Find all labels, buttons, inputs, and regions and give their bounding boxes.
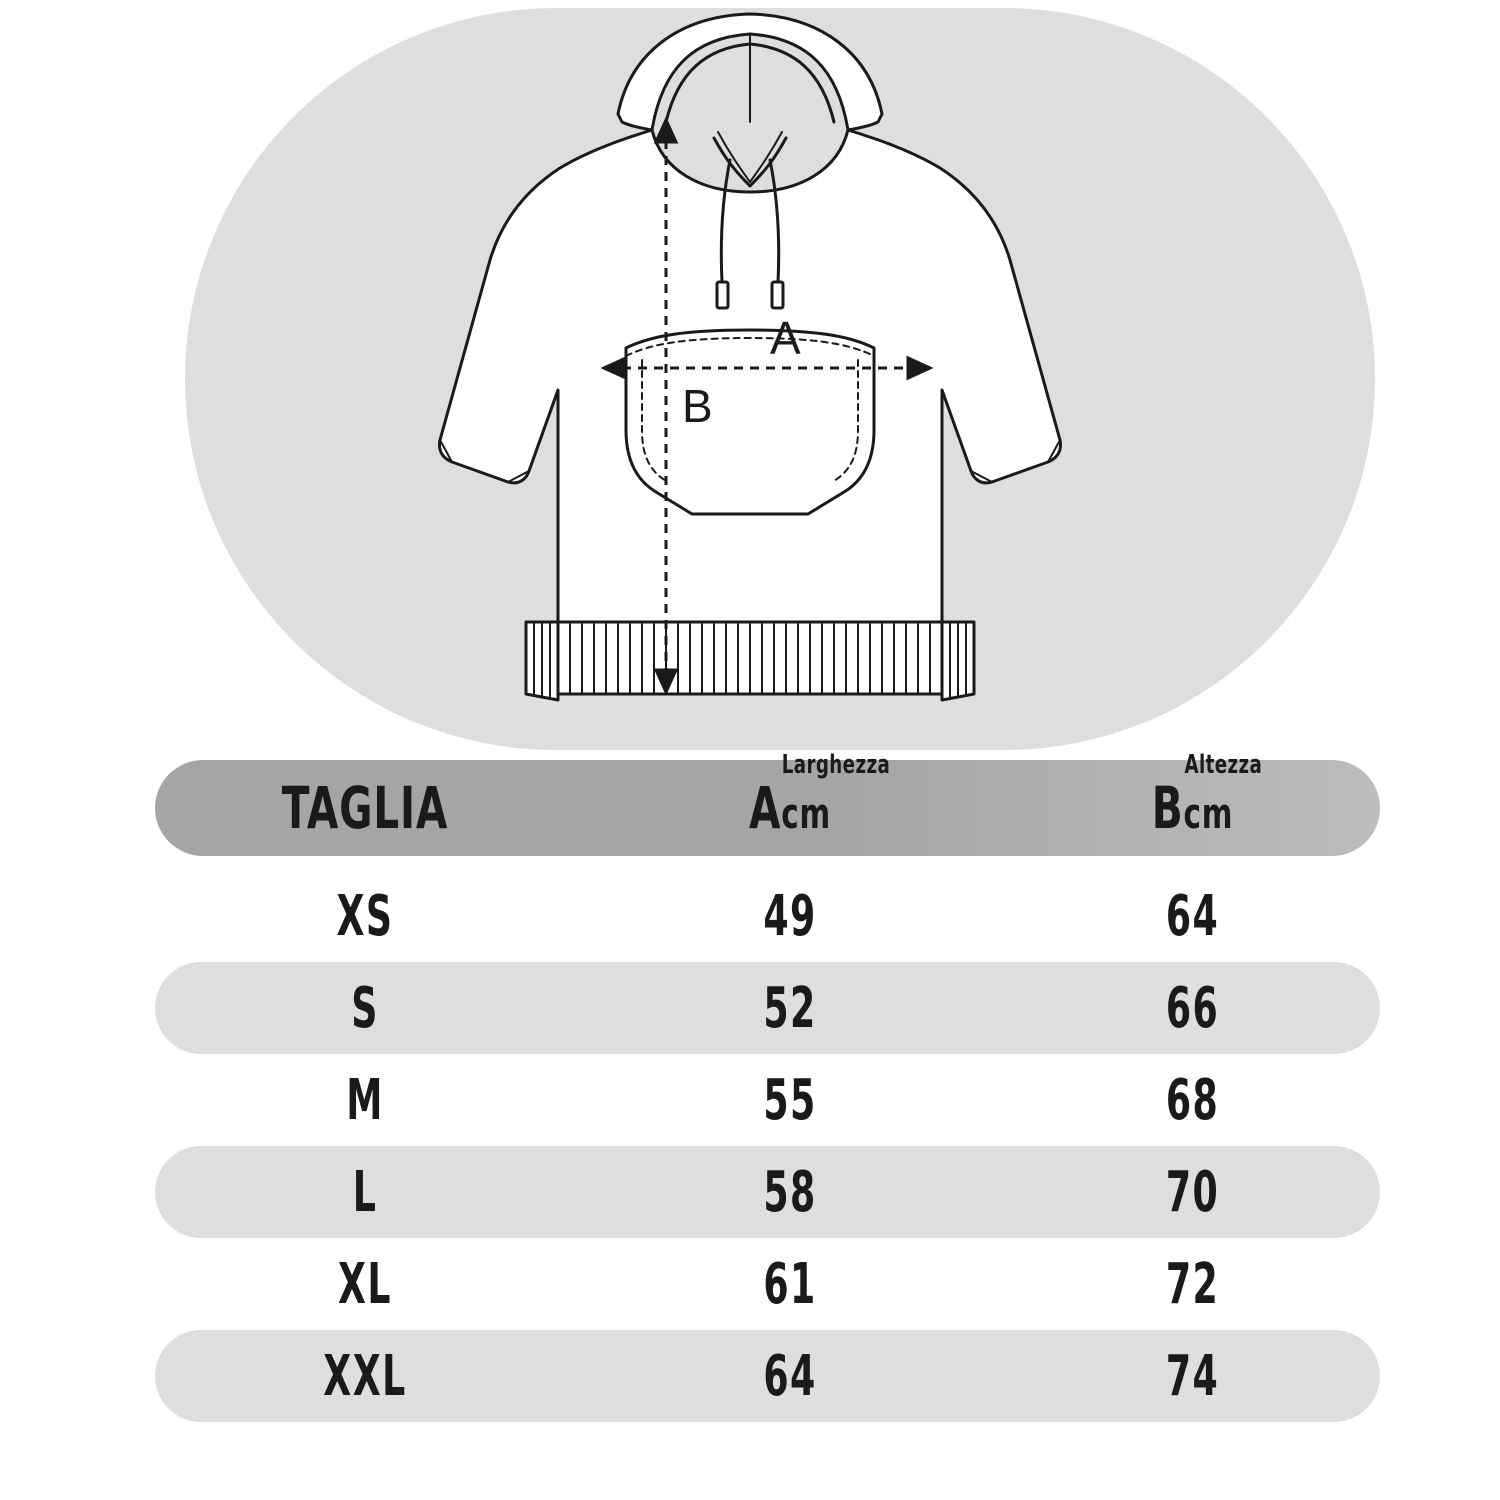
row-height: 64: [1165, 883, 1220, 949]
row-width: 52: [763, 975, 817, 1041]
label-b: B: [682, 380, 713, 432]
table-row: [155, 1054, 1380, 1146]
table-row: [155, 870, 1380, 962]
header-height-sub: Altezza: [1184, 750, 1263, 780]
row-size: XXL: [323, 1343, 407, 1409]
row-size: L: [352, 1159, 378, 1225]
row-size: S: [351, 975, 379, 1041]
header-height-letter: B: [1151, 774, 1184, 842]
row-width: 58: [763, 1159, 817, 1225]
row-width: 64: [763, 1343, 817, 1409]
row-height: 68: [1165, 1067, 1220, 1133]
header-width-group: [748, 750, 891, 842]
row-width: 49: [763, 883, 817, 949]
row-size: XL: [338, 1251, 392, 1317]
row-height: 70: [1165, 1159, 1220, 1225]
table-row: [155, 1146, 1380, 1238]
table-row: [155, 962, 1380, 1054]
hoodie-technical-drawing: [430, 10, 1070, 740]
header-height-unit: cm: [1183, 789, 1234, 838]
header-width-sub: Larghezza: [781, 750, 891, 780]
table-header-row: [155, 750, 1380, 856]
row-height: 74: [1165, 1343, 1220, 1409]
label-a: A: [770, 312, 801, 364]
row-width: 61: [763, 1251, 817, 1317]
header-width: [622, 750, 957, 842]
header-width-letter: A: [748, 774, 782, 842]
header-width-unit: cm: [781, 789, 832, 838]
table-row: [155, 1238, 1380, 1330]
row-height: 66: [1165, 975, 1220, 1041]
row-height: 72: [1165, 1251, 1220, 1317]
row-size: M: [346, 1067, 384, 1133]
header-height-group: [1151, 750, 1263, 842]
row-size: XS: [336, 883, 394, 949]
header-size: TAGLIA: [281, 774, 449, 842]
row-width: 55: [763, 1067, 817, 1133]
header-height: [1046, 750, 1339, 842]
size-chart-table: [0, 750, 1500, 1500]
table-row: [155, 1330, 1380, 1422]
